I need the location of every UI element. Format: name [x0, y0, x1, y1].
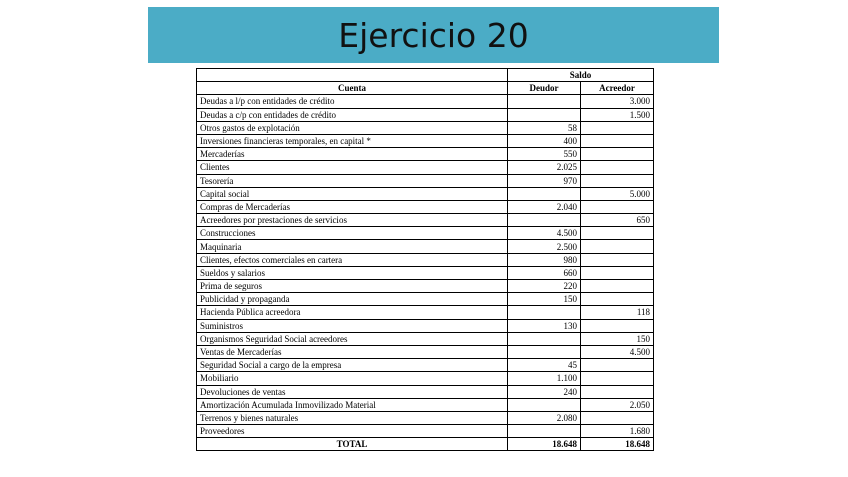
account-cell: Mercaderías [197, 148, 508, 161]
slide-title: Ejercicio 20 [338, 15, 529, 55]
account-cell: Acreedores por prestaciones de servicios [197, 214, 508, 227]
debit-cell: 2.080 [508, 411, 581, 424]
debit-cell [508, 398, 581, 411]
table-row [197, 187, 654, 200]
debit-cell: 550 [508, 148, 581, 161]
credit-cell: 2.050 [581, 398, 654, 411]
table-row [197, 266, 654, 279]
group-header-row [197, 69, 654, 82]
table-row [197, 319, 654, 332]
debit-cell [508, 95, 581, 108]
credit-cell: 5.000 [581, 187, 654, 200]
credit-cell [581, 134, 654, 147]
credit-cell [581, 200, 654, 213]
total-row [197, 438, 654, 451]
account-cell: Hacienda Pública acreedora [197, 306, 508, 319]
credit-cell [581, 253, 654, 266]
account-cell: Clientes [197, 161, 508, 174]
table-row [197, 372, 654, 385]
table-row [197, 161, 654, 174]
account-cell: Tesorería [197, 174, 508, 187]
credit-cell [581, 385, 654, 398]
account-cell: Sueldos y salarios [197, 266, 508, 279]
credit-cell [581, 293, 654, 306]
table-row [197, 214, 654, 227]
debit-cell: 45 [508, 359, 581, 372]
debit-cell [508, 425, 581, 438]
table-row [197, 359, 654, 372]
account-cell: Proveedores [197, 425, 508, 438]
account-cell: Organismos Seguridad Social acreedores [197, 332, 508, 345]
table-row [197, 200, 654, 213]
debit-cell [508, 332, 581, 345]
table-row [197, 108, 654, 121]
table-row [197, 385, 654, 398]
credit-cell [581, 240, 654, 253]
credit-cell: 1.680 [581, 425, 654, 438]
credit-cell [581, 266, 654, 279]
credit-cell: 650 [581, 214, 654, 227]
debit-cell: 130 [508, 319, 581, 332]
account-cell: Terrenos y bienes naturales [197, 411, 508, 424]
account-cell: Otros gastos de explotación [197, 121, 508, 134]
table-row [197, 280, 654, 293]
debit-cell [508, 187, 581, 200]
credit-cell [581, 359, 654, 372]
account-column-header: Cuenta [197, 82, 508, 95]
debit-cell: 2.040 [508, 200, 581, 213]
debit-cell: 220 [508, 280, 581, 293]
debit-cell [508, 214, 581, 227]
account-cell: Compras de Mercaderías [197, 200, 508, 213]
account-cell: Deudas a l/p con entidades de crédito [197, 95, 508, 108]
debit-cell: 2.025 [508, 161, 581, 174]
total-label: TOTAL [197, 438, 508, 451]
trial-balance-table [196, 68, 654, 451]
table-row [197, 306, 654, 319]
credit-cell [581, 121, 654, 134]
debit-cell: 150 [508, 293, 581, 306]
column-header-row [197, 82, 654, 95]
account-cell: Construcciones [197, 227, 508, 240]
debit-cell: 400 [508, 134, 581, 147]
total-debit: 18.648 [508, 438, 581, 451]
table-row [197, 345, 654, 358]
account-cell: Maquinaria [197, 240, 508, 253]
table-row [197, 134, 654, 147]
total-credit: 18.648 [581, 438, 654, 451]
credit-cell: 4.500 [581, 345, 654, 358]
account-cell: Suministros [197, 319, 508, 332]
table-row [197, 411, 654, 424]
empty-header-cell [197, 69, 508, 82]
table-row [197, 425, 654, 438]
credit-cell [581, 319, 654, 332]
credit-cell [581, 227, 654, 240]
account-cell: Deudas a c/p con entidades de crédito [197, 108, 508, 121]
table-row [197, 227, 654, 240]
debit-cell: 2.500 [508, 240, 581, 253]
credit-column-header: Acreedor [581, 82, 654, 95]
credit-cell [581, 148, 654, 161]
credit-cell [581, 161, 654, 174]
balance-group-header: Saldo [508, 69, 654, 82]
debit-cell: 970 [508, 174, 581, 187]
credit-cell: 3.000 [581, 95, 654, 108]
account-cell: Inversiones financieras temporales, en capital * [197, 134, 508, 147]
credit-cell: 1.500 [581, 108, 654, 121]
debit-cell [508, 345, 581, 358]
table-row [197, 293, 654, 306]
credit-cell [581, 174, 654, 187]
table-row [197, 121, 654, 134]
account-cell: Clientes, efectos comerciales en cartera [197, 253, 508, 266]
table-row [197, 95, 654, 108]
account-cell: Amortización Acumulada Inmovilizado Material [197, 398, 508, 411]
credit-cell [581, 411, 654, 424]
table-row [197, 253, 654, 266]
table-row [197, 174, 654, 187]
account-cell: Seguridad Social a cargo de la empresa [197, 359, 508, 372]
credit-cell: 118 [581, 306, 654, 319]
credit-cell [581, 372, 654, 385]
account-cell: Publicidad y propaganda [197, 293, 508, 306]
credit-cell: 150 [581, 332, 654, 345]
debit-column-header: Deudor [508, 82, 581, 95]
credit-cell [581, 280, 654, 293]
debit-cell [508, 108, 581, 121]
debit-cell: 660 [508, 266, 581, 279]
debit-cell: 980 [508, 253, 581, 266]
table-row [197, 332, 654, 345]
debit-cell: 58 [508, 121, 581, 134]
debit-cell [508, 306, 581, 319]
title-banner [148, 7, 719, 63]
account-cell: Devoluciones de ventas [197, 385, 508, 398]
account-cell: Prima de seguros [197, 280, 508, 293]
table-row [197, 148, 654, 161]
account-cell: Mobiliario [197, 372, 508, 385]
debit-cell: 4.500 [508, 227, 581, 240]
account-cell: Capital social [197, 187, 508, 200]
table-row [197, 398, 654, 411]
table-row [197, 240, 654, 253]
debit-cell: 1.100 [508, 372, 581, 385]
account-cell: Ventas de Mercaderías [197, 345, 508, 358]
debit-cell: 240 [508, 385, 581, 398]
